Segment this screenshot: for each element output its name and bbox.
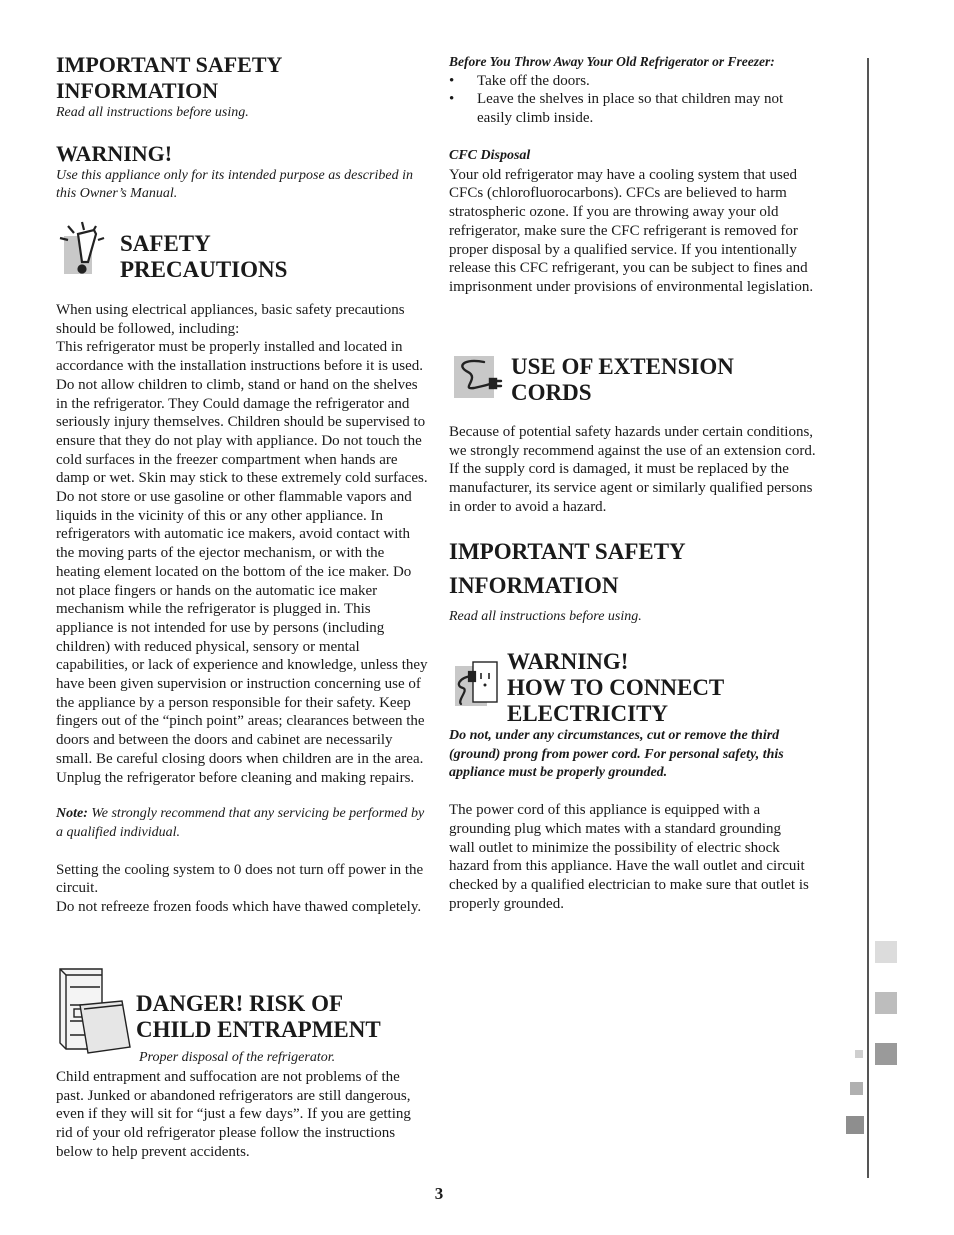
important-subtitle: Read all instructions before using.: [56, 105, 249, 120]
precautions-intro: When using electrical appliances, basic safety precautions should be followed, including:: [56, 302, 405, 337]
margin-square: [875, 941, 897, 963]
important-safety-header: [56, 52, 356, 122]
danger-title-2: CHILD ENTRAPMENT: [136, 1017, 381, 1042]
plug-cord-icon: [454, 356, 504, 398]
margin-square: [846, 1116, 864, 1134]
margin-square: [875, 992, 897, 1014]
connect-warning: Do not, under any circumstances, cut or remove the third (ground) prong from power cord. For personal safety, this appliance must be properly grounded.: [449, 728, 784, 781]
warning-block: [56, 141, 426, 203]
important-title-2-line2: INFORMATION: [449, 573, 619, 598]
refrigerator-icon: [56, 965, 132, 1055]
danger-header: [136, 991, 416, 1043]
precautions-title-2: PRECAUTIONS: [120, 257, 288, 282]
important-subtitle-2: Read all instructions before using.: [449, 609, 642, 624]
precautions-title-1: SAFETY: [120, 231, 211, 256]
list-item: • Take off the doors.: [449, 72, 821, 91]
note: [56, 805, 428, 842]
warning-title: WARNING!: [56, 141, 173, 166]
margin-square: [875, 1043, 897, 1065]
list-item: • Leave the shelves in place so that children may not easily climb inside.: [449, 90, 821, 127]
cfc-body: Your old refrigerator may have a cooling system that used CFCs (chlorofluorocarbons). CFCs are believed to harm stratospheric ozone. If you are throwing away your old refrigerator, make sure the CFC refrigerant is removed for proper disposal by a qualified service. If you intentionally release this CFC refrigerant, you can be subject to fines and imprisonment under provisions of environmental legislation.: [449, 166, 814, 295]
precautions-text: This refrigerator must be properly installed and located in accordance with the installation instructions before it is used. Do not allow children to climb, stand or hand on the shelves in the refrigerator. They Could damage the refrigerator and seriously injury themselves. Children should be supervised to ensure that they do not play with appliance. Do not touch the cold surfaces in the freezer compartment when hands are damp or wet. Skin may stick to these extremely cold surfaces. Do not store or use gasoline or other flammable vapors and liquids in the vicinity of this or any other appliance. In refrigerators with automatic ice makers, avoid contact with the moving parts of the ejector mechanism, or with the heating element located on the bottom of the ice maker. Do not place fingers or hands on the automatic ice maker mechanism while the refrigerator is plugged in. This appliance is not intended for use by persons (including children) with reduced physical, sensory or mental capabilities, or lack of experience and knowledge, unless they have been given supervision or instruction concerning use of the appliance by a person responsible for their safety. Keep fingers out of the “pinch point” areas; clearances between the doors and between the doors and cabinet are necessarily small. Be careful closing doors when children are in the area. Unplug the refrigerator before cleaning and making repairs.: [56, 339, 428, 786]
refreeze-text: Do not refreeze frozen foods which have thawed completely.: [56, 899, 422, 916]
cfc-block: [449, 147, 821, 297]
warning-text: Use this appliance only for its intended purpose as described in this Owner’s Manual.: [56, 168, 413, 201]
note-label: Note:: [56, 806, 88, 822]
margin-rule: [867, 58, 869, 1178]
throwaway-list: [449, 72, 821, 128]
connect-header: [507, 649, 807, 727]
danger-body: Child entrapment and suffocation are not problems of the past. Junked or abandoned refrigerators are still dangerous, even if they will sit for “just a few days”. If you are getting rid of your old refrigerator please follow the instructions below to help prevent accidents.: [56, 1069, 411, 1160]
important-title-2-line1: IMPORTANT SAFETY: [449, 539, 686, 564]
precautions-body: [56, 301, 428, 917]
connect-body-block: [449, 727, 809, 913]
cooling-text: Setting the cooling system to 0 does not turn off power in the circuit.: [56, 861, 424, 897]
extension-title-1: USE OF EXTENSION: [511, 354, 734, 379]
extension-title-2: CORDS: [511, 380, 592, 405]
cfc-heading: CFC Disposal: [449, 148, 531, 163]
connect-title-1: WARNING!: [507, 649, 629, 674]
margin-square: [850, 1082, 863, 1095]
connect-title-2: HOW TO CONNECT: [507, 675, 725, 700]
throwaway-block: [449, 53, 821, 128]
throwaway-heading: Before You Throw Away Your Old Refrigerator or Freezer:: [449, 54, 775, 69]
danger-caption: Proper disposal of the refrigerator.: [139, 1050, 336, 1065]
connect-title-3: ELECTRICITY: [507, 701, 669, 726]
extension-body: Because of potential safety hazards under certain conditions, we strongly recommend against the use of an extension cord. If the supply cord is damaged, it must be replaced by the manufacturer, its service agent or similarly qualified persons in order to avoid a hazard.: [449, 424, 816, 515]
extension-header: [511, 354, 811, 406]
danger-title-1: DANGER! RISK OF: [136, 991, 344, 1016]
margin-square: [855, 1050, 863, 1058]
note-text: We strongly recommend that any servicing be performed by a qualified individual.: [56, 806, 425, 840]
alert-icon: [58, 220, 110, 274]
important-safety-header-2: [449, 535, 821, 626]
wall-outlet-icon: [453, 660, 499, 708]
precautions-header: [120, 231, 380, 283]
page-number: 3: [434, 1184, 444, 1203]
connect-body: The power cord of this appliance is equipped with a grounding plug which mates with a standard grounding wall outlet to minimize the possibility of electric shock hazard from this appliance. Have the wall outlet and circuit checked by a qualified electrician to make sure that outlet is properly grounded.: [449, 802, 809, 912]
important-title: IMPORTANT SAFETY INFORMATION: [56, 52, 282, 103]
